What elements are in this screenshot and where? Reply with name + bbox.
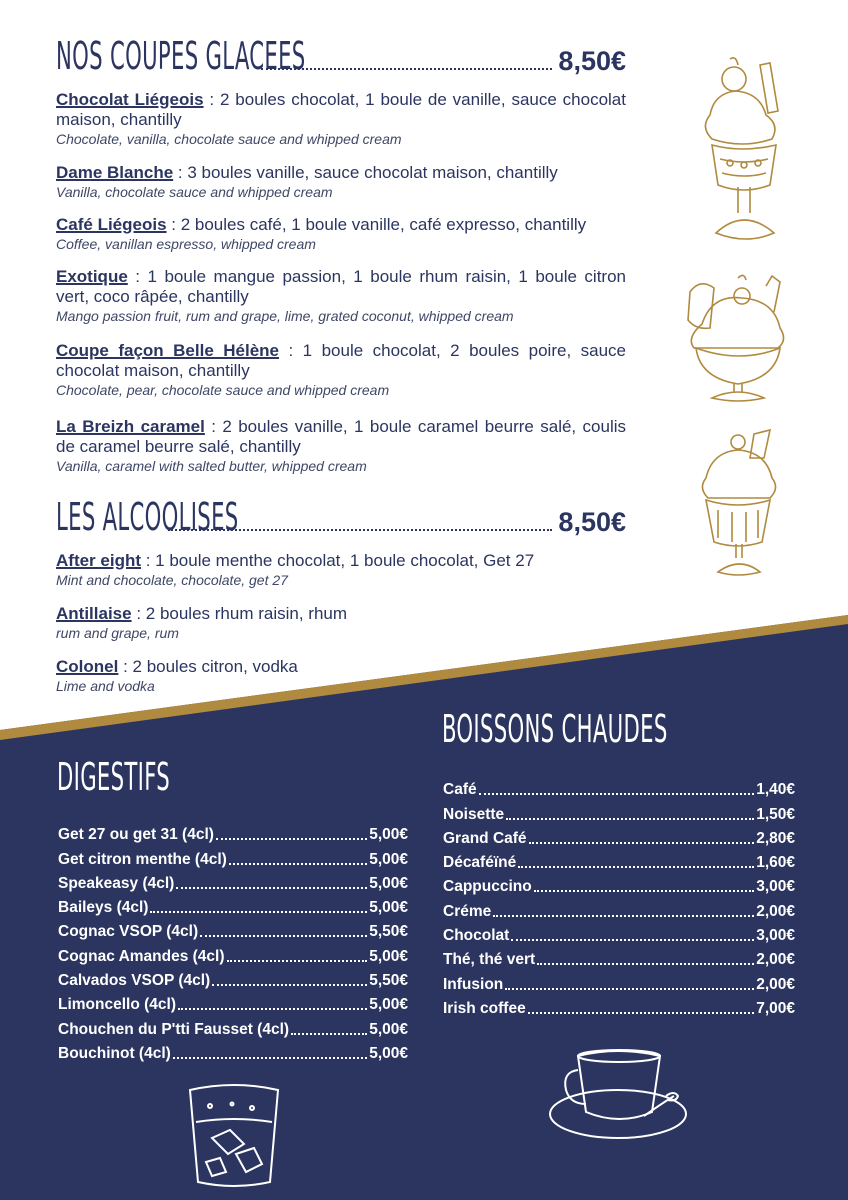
item-english: Chocolate, vanilla, chocolate sauce and whipped cream — [56, 131, 402, 147]
item-english: Mango passion fruit, rum and grape, lime, grated coconut, whipped cream — [56, 308, 514, 324]
item-name: Calvados VSOP (4cl) — [58, 972, 211, 990]
whisky-glass-icon — [186, 1082, 282, 1188]
item-price: 5,00€ — [369, 1044, 408, 1062]
item-name: Chouchen du P'tti Fausset (4cl) — [58, 1020, 290, 1038]
item-price: 5,00€ — [369, 874, 408, 892]
list-item — [58, 966, 408, 990]
item-name: Créme — [443, 902, 492, 920]
list-item — [443, 872, 795, 896]
item-name: Chocolat — [443, 927, 510, 945]
item-price: 2,80€ — [756, 829, 795, 847]
menu-item — [56, 657, 626, 696]
item-price: 2,00€ — [756, 902, 795, 920]
alcoolises-price: 8,50€ — [558, 507, 626, 537]
item-price: 5,00€ — [369, 1020, 408, 1038]
digestifs-title: DIGESTIFS — [57, 755, 171, 799]
menu-item — [56, 341, 626, 400]
item-name: Infusion — [443, 975, 504, 993]
item-name: Colonel — [56, 657, 119, 676]
item-name: Baileys (4cl) — [58, 899, 149, 917]
list-item — [443, 945, 795, 969]
list-item — [58, 893, 408, 917]
list-item — [443, 775, 795, 799]
menu-item — [56, 163, 626, 202]
item-name: Noisette — [443, 805, 505, 823]
item-description: : 1 boule mangue passion, 1 boule rhum raisin, 1 boule citron vert, coco râpée, chantilly — [56, 267, 626, 306]
alcoolises-title: LES ALCOOLISES — [56, 495, 239, 539]
ice-cream-coupe-icon — [682, 272, 792, 402]
item-price: 1,60€ — [756, 854, 795, 872]
item-name: Get citron menthe (4cl) — [58, 850, 227, 868]
item-name: La Breizh caramel — [56, 417, 205, 436]
item-price: 3,00€ — [756, 878, 795, 896]
list-item — [443, 994, 795, 1018]
item-name: Speakeasy (4cl) — [58, 874, 175, 892]
item-name: Cognac Amandes (4cl) — [58, 947, 225, 965]
item-name: Café — [443, 781, 477, 799]
item-english: Lime and vodka — [56, 678, 155, 694]
item-price: 5,50€ — [369, 923, 408, 941]
list-item — [443, 848, 795, 872]
list-item — [443, 896, 795, 920]
boissons-list — [443, 775, 795, 1018]
item-price: 5,00€ — [369, 826, 408, 844]
item-description: : 3 boules vanille, sauce chocolat maison, chantilly — [173, 163, 558, 182]
boissons-title: BOISSONS CHAUDES — [442, 707, 668, 751]
item-price: 5,00€ — [369, 996, 408, 1014]
item-price: 5,00€ — [369, 899, 408, 917]
item-price: 5,50€ — [369, 972, 408, 990]
item-price: 5,00€ — [369, 850, 408, 868]
item-price: 5,00€ — [369, 947, 408, 965]
coupes-title: NOS COUPES GLACEES — [56, 34, 306, 78]
item-name: Chocolat Liégeois — [56, 90, 204, 109]
coupes-header — [56, 36, 626, 76]
menu-item — [56, 215, 626, 254]
item-name: Cappuccino — [443, 878, 532, 896]
item-name: Get 27 ou get 31 (4cl) — [58, 826, 214, 844]
digestifs-list — [58, 820, 408, 1063]
list-item — [443, 969, 795, 993]
item-description: : 2 boules rhum raisin, rhum — [131, 604, 348, 623]
menu-item — [56, 417, 626, 476]
menu-item — [56, 267, 626, 326]
menu-item — [56, 604, 626, 643]
list-item — [58, 869, 408, 893]
list-item — [58, 820, 408, 844]
list-item — [443, 824, 795, 848]
item-price: 1,50€ — [756, 805, 795, 823]
menu-item — [56, 90, 626, 149]
item-description: : 2 boules citron, vodka — [118, 657, 298, 676]
item-name: Thé, thé vert — [443, 951, 536, 969]
item-description: : 1 boule menthe chocolat, 1 boule chocolat, Get 27 — [141, 551, 535, 570]
item-description: : 2 boules vanille, 1 boule caramel beurre salé, coulis de caramel beurre salé, chantilly — [56, 417, 626, 456]
list-item — [58, 990, 408, 1014]
item-english: Vanilla, caramel with salted butter, whipped cream — [56, 458, 367, 474]
item-english: rum and grape, rum — [56, 625, 179, 641]
item-name: Antillaise — [56, 604, 132, 623]
item-name: Bouchinot (4cl) — [58, 1044, 171, 1062]
list-item — [443, 921, 795, 945]
item-name: Grand Café — [443, 829, 527, 847]
item-name: Décaféïné — [443, 854, 517, 872]
item-price: 2,00€ — [756, 951, 795, 969]
item-english: Coffee, vanillan espresso, whipped cream — [56, 236, 316, 252]
ice-cream-sundae-icon — [700, 55, 790, 245]
item-name: Limoncello (4cl) — [58, 996, 176, 1014]
list-item — [58, 917, 408, 941]
list-item — [58, 1039, 408, 1063]
item-description: : 1 boule chocolat, 2 boules poire, sauce chocolat maison, chantilly — [56, 341, 626, 380]
item-name: Dame Blanche — [56, 163, 174, 182]
item-price: 1,40€ — [756, 781, 795, 799]
coffee-cup-icon — [548, 1046, 690, 1146]
alcoolises-header — [56, 497, 626, 537]
list-item — [58, 844, 408, 868]
item-name: Exotique — [56, 267, 128, 286]
list-item — [443, 799, 795, 823]
list-item — [58, 941, 408, 965]
item-english: Chocolate, pear, chocolate sauce and whipped cream — [56, 382, 390, 398]
item-name: Cognac VSOP (4cl) — [58, 923, 199, 941]
item-english: Mint and chocolate, chocolate, get 27 — [56, 572, 288, 588]
list-item — [58, 1014, 408, 1038]
item-english: Vanilla, chocolate sauce and whipped cream — [56, 184, 333, 200]
coupes-price: 8,50€ — [558, 46, 626, 76]
item-name: Coupe façon Belle Hélène — [56, 341, 280, 360]
item-price: 2,00€ — [756, 975, 795, 993]
ice-cream-glass-icon — [698, 428, 778, 578]
item-name: After eight — [56, 551, 141, 570]
item-name: Irish coffee — [443, 999, 526, 1017]
item-price: 7,00€ — [756, 999, 795, 1017]
item-name: Café Liégeois — [56, 215, 167, 234]
menu-item — [56, 551, 626, 590]
item-price: 3,00€ — [756, 927, 795, 945]
item-description: : 2 boules chocolat, 1 boule de vanille, sauce chocolat maison, chantilly — [56, 90, 626, 129]
item-description: : 2 boules café, 1 boule vanille, café expresso, chantilly — [166, 215, 587, 234]
